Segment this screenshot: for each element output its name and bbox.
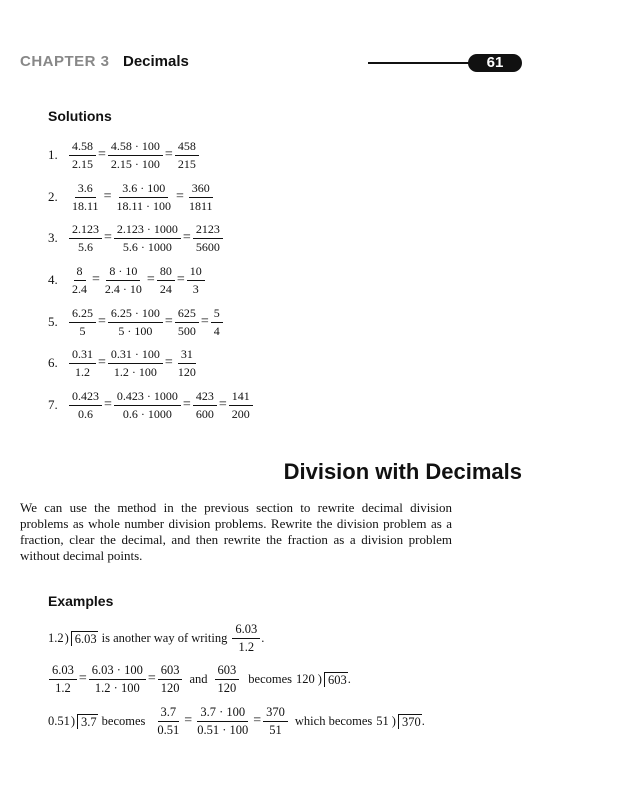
- numerator: 625: [175, 307, 199, 323]
- denominator: 500: [177, 323, 196, 338]
- equals-sign: =: [182, 230, 191, 245]
- numerator: 2.123 · 1000: [114, 223, 181, 239]
- denominator: 600: [195, 406, 214, 421]
- numerator: 8: [74, 265, 86, 281]
- page-number: 61: [468, 54, 522, 72]
- dividend: 603: [324, 672, 348, 687]
- solution-number: 5.: [48, 314, 58, 329]
- fraction: [69, 265, 90, 296]
- numerator: 0.423 · 1000: [114, 390, 181, 406]
- numerator: 5: [211, 307, 223, 323]
- fraction: [193, 390, 217, 421]
- fraction: [229, 390, 253, 421]
- equals-sign: =: [104, 230, 112, 245]
- dividend: 6.03: [71, 631, 98, 646]
- fraction: $\frac{603}{120}$: [158, 664, 183, 695]
- denominator: 18.11 · 100: [116, 198, 172, 213]
- numerator: 8 · 10: [106, 265, 140, 281]
- fraction: [69, 348, 96, 379]
- fraction: $\frac{3.7 \cdot 100}{0.51 \cdot 100}$: [197, 704, 249, 737]
- fraction: $\frac{370}{51}$: [263, 706, 288, 737]
- denominator: 18.11: [72, 198, 99, 213]
- solution-item: [48, 177, 217, 217]
- fraction: [69, 307, 96, 338]
- equals-sign: =: [98, 314, 106, 329]
- denominator: 1.2: [75, 364, 90, 379]
- chapter-label: CHAPTER 3: [20, 53, 110, 70]
- numerator: 0.423: [69, 390, 102, 406]
- numerator: 6.25: [69, 307, 96, 323]
- fraction: $\frac{6.03 \cdot 100}{1.2 \cdot 100}$: [89, 664, 146, 695]
- fraction: [113, 182, 174, 213]
- example-2: $\frac{6.03}{1.2}$ = $\frac{6.03 \cdot 100}{1.2 \cdot 100}$ = $\frac{603}{120}$ and $\frac{603}{120}$ becomes 120 ) 603 .: [48, 661, 351, 697]
- dividend: 3.7: [77, 714, 98, 729]
- fraction: [108, 348, 163, 379]
- equals-sign: =: [98, 355, 106, 370]
- fraction: [69, 182, 102, 213]
- denominator: 200: [231, 406, 250, 421]
- numerator: 423: [193, 390, 217, 406]
- fraction: [114, 223, 181, 254]
- fraction: [186, 182, 216, 213]
- numerator: 4.58 · 100: [108, 140, 163, 156]
- solution-number: 7.: [48, 397, 58, 412]
- denominator: 215: [177, 156, 196, 171]
- denominator: 5.6 · 1000: [122, 239, 172, 254]
- denominator: 5: [79, 323, 86, 338]
- fraction: [175, 348, 199, 379]
- fraction: [108, 307, 163, 338]
- equals-sign: =: [104, 397, 112, 412]
- solution-number: 2.: [48, 189, 58, 204]
- fraction: [193, 223, 223, 254]
- numerator: 458: [175, 140, 199, 156]
- fraction: [157, 265, 175, 296]
- denominator: 1.2 · 100: [113, 364, 157, 379]
- denominator: 120: [177, 364, 196, 379]
- solution-item: [48, 343, 200, 383]
- numerator: 3.6 · 100: [119, 182, 168, 198]
- fraction: [69, 140, 96, 171]
- numerator: 3.6: [75, 182, 96, 198]
- equals-sign: =: [200, 314, 209, 329]
- numerator: 0.31: [69, 348, 96, 364]
- equals-sign: =: [146, 272, 155, 287]
- equals-sign: =: [218, 397, 227, 412]
- fraction: $\frac{603}{120}$: [215, 664, 240, 695]
- denominator: 0.6: [78, 406, 93, 421]
- fraction: [175, 307, 199, 338]
- example-1: 1.2 ) 6.03 is another way of writing $\frac{6.03}{1.2}$ .: [48, 621, 265, 654]
- fraction: [102, 265, 145, 296]
- denominator: 2.15 · 100: [110, 156, 160, 171]
- divisor: 1.2: [48, 630, 64, 645]
- solution-item: [48, 385, 254, 425]
- fraction: [114, 390, 181, 421]
- numerator: 6.25 · 100: [108, 307, 163, 323]
- equals-sign: =: [164, 147, 173, 162]
- solution-item: [48, 260, 206, 300]
- fraction: [175, 140, 199, 171]
- examples-heading: Examples: [48, 593, 114, 609]
- numerator: 31: [178, 348, 196, 364]
- equals-sign: =: [98, 147, 106, 162]
- denominator: 5 · 100: [118, 323, 153, 338]
- solutions-heading: Solutions: [48, 108, 112, 124]
- numerator: 4.58: [69, 140, 96, 156]
- fraction: [108, 140, 163, 171]
- fraction: $\frac{6.03}{1.2}$: [49, 664, 77, 695]
- solution-item: [48, 218, 224, 258]
- denominator: 3: [192, 281, 199, 296]
- equals-sign: =: [164, 314, 173, 329]
- chapter-title: Decimals: [123, 53, 189, 70]
- denominator: 0.6 · 1000: [122, 406, 172, 421]
- fraction: [69, 390, 102, 421]
- equals-sign: =: [176, 189, 184, 204]
- denominator: 24: [159, 281, 172, 296]
- fraction: [69, 223, 102, 254]
- numerator: 10: [187, 265, 205, 281]
- numerator: 360: [189, 182, 213, 198]
- denominator: 4: [213, 323, 220, 338]
- divisor: 120: [296, 671, 315, 686]
- solution-number: 4.: [48, 272, 58, 287]
- denominator: 5.6: [78, 239, 93, 254]
- equals-sign: =: [182, 397, 191, 412]
- fraction: [211, 307, 223, 338]
- solution-number: 6.: [48, 355, 58, 370]
- numerator: 2123: [193, 223, 223, 239]
- example-3: 0.51 ) 3.7 becomes $\frac{3.7}{0.51}$ = $\frac{3.7 \cdot 100}{0.51 \cdot 100}$ = $\frac{370}{51}$ which becomes 51 ) 370 .: [48, 704, 425, 737]
- equals-sign: =: [92, 272, 100, 287]
- dividend: 370: [398, 714, 422, 729]
- denominator: 1811: [188, 198, 213, 213]
- numerator: 2.123: [69, 223, 102, 239]
- fraction: [187, 265, 205, 296]
- solution-number: 3.: [48, 230, 58, 245]
- equals-sign: =: [164, 355, 173, 370]
- solution-item: [48, 302, 224, 342]
- fraction: $\frac{3.7}{0.51}$: [157, 704, 180, 737]
- numerator: 80: [157, 265, 175, 281]
- numerator: 141: [229, 390, 253, 406]
- intro-paragraph: We can use the method in the previous section to rewrite decimal division problems as whole number division problems. Rewrite the division problem as a fraction, clear the decimal, and then rewrite the fraction as a division problem without decimal points.: [20, 500, 452, 563]
- denominator: 2.4 · 10: [104, 281, 142, 296]
- fraction: $\frac{6.03}{1.2}$: [232, 623, 260, 654]
- solution-number: 1.: [48, 147, 58, 162]
- numerator: 0.31 · 100: [108, 348, 163, 364]
- section-heading: Division with Decimals: [283, 459, 522, 484]
- equals-sign: =: [103, 189, 112, 204]
- denominator: 5600: [195, 239, 220, 254]
- solution-item: [48, 135, 200, 175]
- example-text: is another way of writing: [101, 630, 228, 645]
- denominator: 2.4: [72, 281, 87, 296]
- equals-sign: =: [176, 272, 185, 287]
- denominator: 2.15: [72, 156, 93, 171]
- divisor: 0.51: [48, 713, 70, 728]
- divisor: 51: [376, 713, 389, 728]
